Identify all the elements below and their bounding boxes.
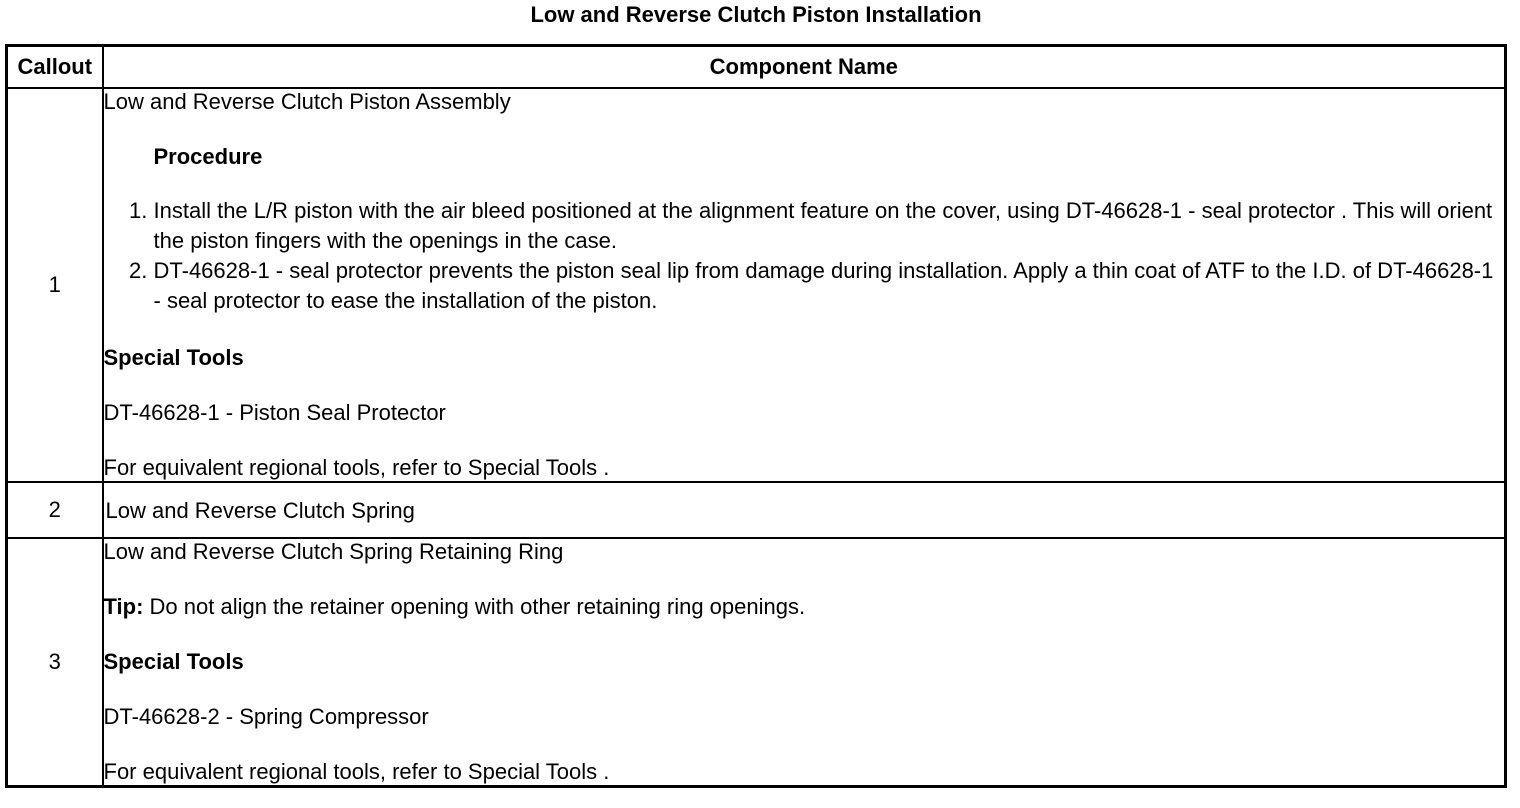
tip-note [104, 594, 1505, 620]
special-tool-item: DT-46628-2 - Spring Compressor [103, 704, 429, 729]
regional-tools-note: For equivalent regional tools, refer to Special Tools . [103, 759, 610, 784]
component-cell [103, 88, 1506, 482]
regional-tools-note: For equivalent regional tools, refer to Special Tools . [103, 455, 610, 480]
special-tools-heading: Special Tools [103, 345, 244, 370]
callout-cell: 2 [7, 482, 103, 538]
special-tool-item: DT-46628-1 - Piston Seal Protector [103, 400, 446, 425]
procedure-steps [104, 196, 1505, 316]
component-name-header: Component Name [103, 46, 1506, 89]
callout-cell: 1 [7, 88, 103, 482]
component-name: Low and Reverse Clutch Spring [105, 498, 415, 523]
table-row [7, 482, 1506, 538]
procedure-step: 1. Install the L/R piston with the air bleed positioned at the alignment feature on the cover, using DT-46628-1 - seal protector . This will orient the piston fingers with the openings in the case. [154, 196, 1505, 256]
component-name: Low and Reverse Clutch Piston Assembly [103, 89, 511, 114]
table-header-row [7, 46, 1506, 89]
callout-cell: 3 [7, 538, 103, 787]
table-row [7, 88, 1506, 482]
procedure-step: 2. DT-46628-1 - seal protector prevents the piston seal lip from damage during installation. Apply a thin coat of ATF to the I.D. of DT-46628-1 - seal protector to ease the installation of the piston. [154, 256, 1505, 316]
component-name: Low and Reverse Clutch Spring Retaining Ring [103, 539, 564, 564]
tip-label: Tip: [103, 594, 144, 619]
document-title: Low and Reverse Clutch Piston Installation [530, 2, 982, 27]
tip-text: Do not align the retainer opening with other retaining ring openings. [143, 594, 806, 619]
component-table [5, 44, 1507, 788]
procedure-heading: Procedure [153, 144, 263, 169]
table-row [7, 538, 1506, 787]
component-cell [103, 482, 1506, 538]
callout-header: Callout [7, 46, 103, 89]
special-tools-heading: Special Tools [103, 649, 244, 674]
component-cell [103, 538, 1506, 787]
